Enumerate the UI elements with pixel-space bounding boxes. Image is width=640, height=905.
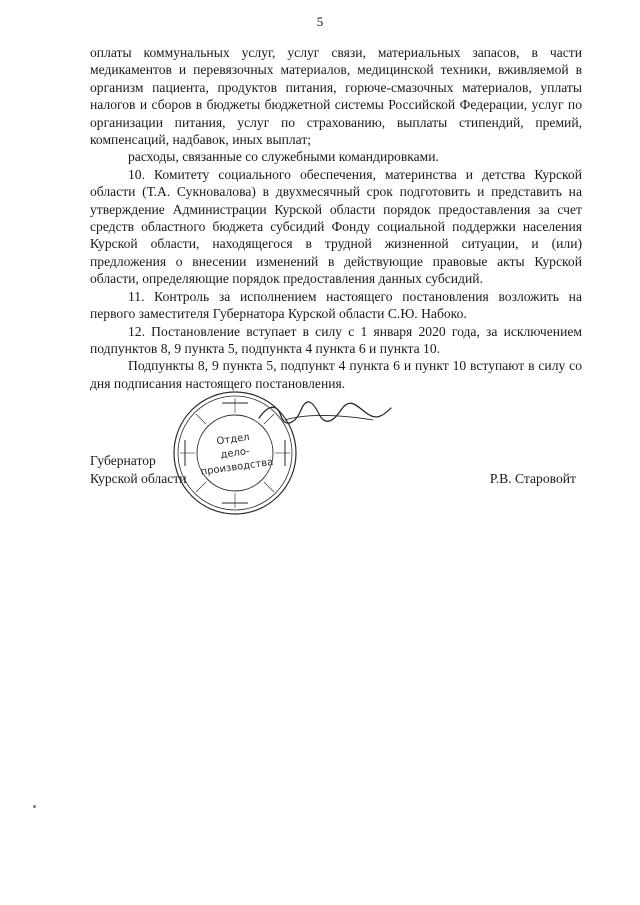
document-body [90, 44, 582, 392]
stamp-line-3: производства [200, 456, 274, 478]
signatory-title-line-1: Губернатор [90, 453, 156, 468]
handwritten-signature [255, 398, 395, 426]
stamp-line-2: дело- [219, 446, 251, 461]
signatory-title-line-2: Курской области [90, 471, 187, 486]
page-number: 5 [316, 14, 324, 29]
signatory-name: Р.В. Старовойт [489, 471, 576, 486]
margin-dot [33, 805, 36, 808]
signature-icon [255, 398, 395, 426]
stamp-line-1: Отдел [215, 431, 251, 448]
paragraph-effective-date: Подпункты 8, 9 пункта 5, подпункт 4 пункта 6 и пункт 10 вступают в силу со дня подписания настоящего постановления. [90, 358, 582, 391]
paragraph-expenses-continuation: оплаты коммунальных услуг, услуг связи, материальных запасов, в части медикаментов и перевязочных материалов, медицинской техники, вживляемой в организм пациента, продуктов питания, горюче-смазочных материалов, уплаты налогов и сборов в бюджеты бюджетной системы Российской Федерации, услуг по организации питания, услуг по страхованию, выплаты стипендий, премий, компенсаций, надбавок, иных выплат; [90, 45, 582, 148]
signatory-title [90, 452, 200, 488]
paragraph-item-11: 11. Контроль за исполнением настоящего постановления возложить на первого заместителя Губернатора Курской области С.Ю. Набоко. [90, 288, 582, 322]
paragraph-travel-expenses: расходы, связанные со служебными командировками. [128, 149, 439, 165]
paragraph-item-10: 10. Комитету социального обеспечения, материнства и детства Курской области (Т.А. Сукновалова) в двухмесячный срок подготовить и представить на утверждение Администрации Курской области порядок предоставления за счет средств областного бюджета субсидий Фонду социальной поддержки населения Курской области, находящегося в трудной жизненной ситуации, и (или) предложения о внесении изменений в действующие правовые акты Курской области, определяющие порядок предоставления данных субсидий. [90, 166, 582, 287]
paragraph-item-12: 12. Постановление вступает в силу с 1 января 2020 года, за исключением подпунктов 8, 9 пункта 5, подпункта 4 пункта 6 и пункта 10. [90, 323, 582, 356]
signature-block [90, 452, 582, 492]
